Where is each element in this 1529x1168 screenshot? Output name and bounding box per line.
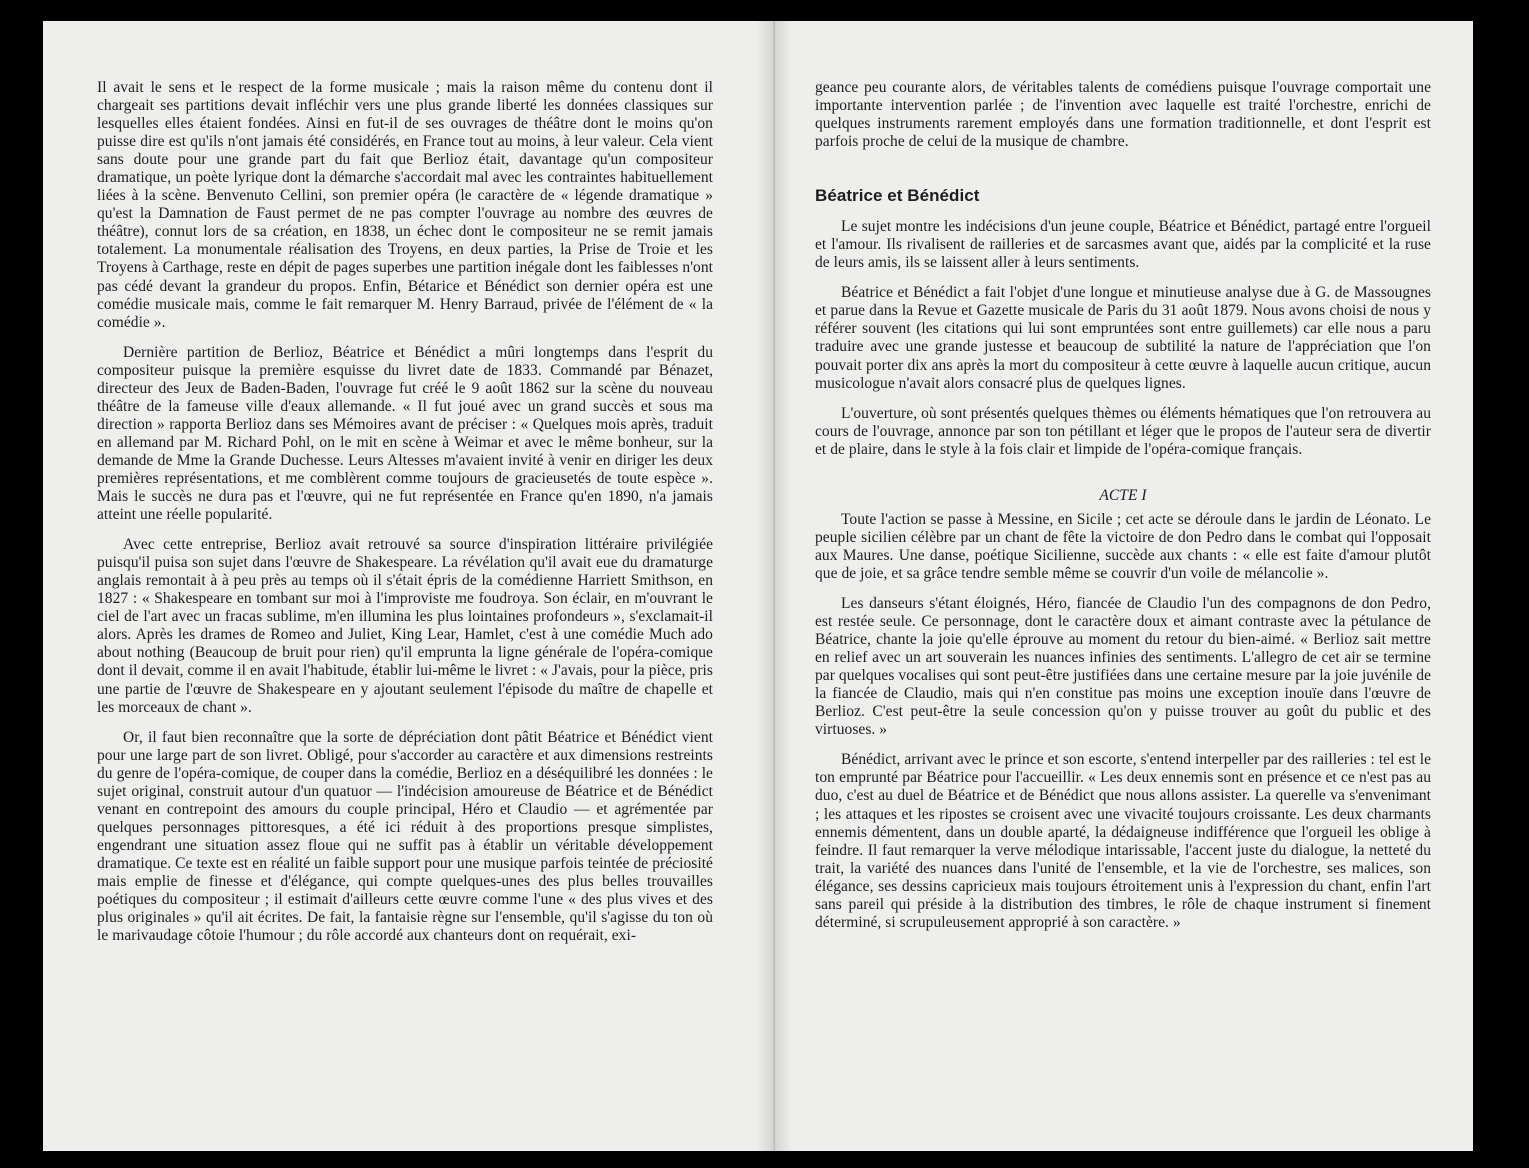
right-page [815,79,1431,932]
right-intro-paragraph: geance peu courante alors, de véritables talents de comédiens puisque l'ouvrage comportait une importante intervention parlée ; de l'invention avec laquelle est traité l'orchestre, enrichi de quelques instruments rarement employés dans une formation traditionnelle, et dont l'esprit est parfois proche de celui de la musique de chambre. [815,79,1431,151]
right-paragraph-3: L'ouverture, où sont présentés quelques thèmes ou éléments hématiques que l'on retrouvera au cours de l'ouvrage, annonce par son ton pétillant et léger que le propos de l'auteur sera de divertir et de plaire, dans le style à la fois clair et limpide de l'opéra-comique français. [815,404,1431,458]
section-heading: Béatrice et Bénédict [815,186,980,206]
act-paragraph-2: Les danseurs s'étant éloignés, Héro, fiancée de Claudio l'un des compagnons de don Pedro, est restée seule. Ce personnage, dont le caractère doux et aimant contraste avec la pétulance de Béatrice, chante la joie qu'elle éprouve au moment du retour du bien-aimé. « Berlioz sait mettre en relief avec un art souverain les nuances infinies des sentiments. L'allegro de cet air se termine par quelques vocalises qui sont peut-être justifiées dans une certaine mesure par la joie juvénile de la fiancée de Claudio, mais qui n'en constitue pas moins une exception inouïe dans l'œuvre de Berlioz. C'est peut-être la seule concession qu'on y puisse trouver au goût du public et des virtuoses. » [815,594,1431,739]
act-paragraph-1: Toute l'action se passe à Messine, en Sicile ; cet acte se déroule dans le jardin de Léonato. Le peuple sicilien célèbre par un chant de fête la victoire de don Pedro dans le combat qui l'opposait aux Maures. Une danse, poétique Sicilienne, succède aux chants : « elle est faite d'amour plutôt que de joie, et sa grâce tendre semble même se couvrir d'un voile de mélancolie ». [815,510,1431,582]
book-spread [43,21,1473,1151]
left-paragraph-1: Il avait le sens et le respect de la forme musicale ; mais la raison même du contenu dont il chargeait ses partitions devait infléchir vers une plus grande liberté les données classiques sur lesquelles elles étaient fondées. Ainsi en fut-il de ses ouvrages de théâtre dont le moins qu'on puisse dire est qu'ils n'ont jamais été considérés, en France tout au moins, à leur valeur. Cela vient sans doute pour une grande part du fait que Berlioz était, davantage qu'un compositeur dramatique, un poète lyrique dont la démarche s'accordait mal avec les contraintes habituellement liées à la scène. Benvenuto Cellini, son premier opéra (le caractère de « légende dramatique » qu'est la Damnation de Faust permet de ne pas compter l'ouvrage au nombre des œuvres de théâtre), connut lors de sa création, en 1838, un échec dont le compositeur ne se remit jamais totalement. La monumentale réalisation des Troyens, en deux parties, la Prise de Troie et les Troyens à Carthage, reste en dépit de pages superbes une partition inégale dont les faiblesses n'ont pas cédé devant la grandeur du propos. Enfin, Bétarice et Bénédict son dernier opéra est une comédie musicale mais, comme le fait remarquer M. Henry Barraud, privée de l'élément de « la comédie ». [97,79,713,331]
left-paragraph-4: Or, il faut bien reconnaître que la sorte de dépréciation dont pâtit Béatrice et Bénédict vient pour une large part de son livret. Obligé, pour s'accorder au caractère et aux dimensions restreints du genre de l'opéra-comique, de couper dans la comédie, Berlioz en a déséquilibré les données : le sujet original, construit autour d'un quatuor — l'indécision amoureuse de Béatrice et de Bénédict venant en contrepoint des amours du couple principal, Héro et Claudio — et agrémentée par quelques personnages pittoresques, a été ici réduit à des proportions presque simplistes, engendrant une situation assez floue qui ne suffit pas à établir un véritable développement dramatique. Ce texte est en réalité un faible support pour une musique parfois teintée de préciosité mais emplie de finesse et d'élégance, qui compte quelques-unes des plus belles trouvailles poétiques du compositeur ; il estimait d'ailleurs cette œuvre comme l'une « des plus vives et des plus originales » qu'il ait écrites. De fait, la fantaisie règne sur l'ensemble, qu'il s'agisse du ton où le marivaudage côtoie l'humour ; du rôle accordé aux chanteurs dont on requérait, exi- [97,728,713,945]
page-fold [774,21,775,1151]
act-paragraph-3: Bénédict, arrivant avec le prince et son escorte, s'entend interpeller par des railleries : tel est le ton emprunté par Béatrice pour l'accueillir. « Les deux ennemis sont en présence et ce n'est pas au duo, c'est au duel de Béatrice et de Bénédict que nous allons assister. La querelle va s'envenimant ; les attaques et les ripostes se croisent avec une vivacité toujours croissante. Les deux charmants ennemis démentent, dans un double aparté, la dédaigneuse indifférence que l'orgueil les oblige à feindre. Il faut remarquer la verve mélodique intarissable, l'accent juste du dialogue, la netteté du trait, la variété des nuances dans l'unité de l'ensemble, et la vie de l'orchestre, ses malices, son élégance, ses dessins capricieux mais toujours étroitement unis à l'expression du chant, enfin l'art sans pareil qui préside à la distribution des timbres, le rôle de chaque instrument si finement déterminé, si scrupuleusement approprié à son caractère. » [815,751,1431,931]
right-paragraph-1: Le sujet montre les indécisions d'un jeune couple, Béatrice et Bénédict, partagé entre l'orgueil et l'amour. Ils rivalisent de railleries et de sarcasmes avant que, aidés par la complicité et la ruse de leurs amis, ils se laissent aller à leurs sentiments. [815,218,1431,272]
right-paragraph-2: Béatrice et Bénédict a fait l'objet d'une longue et minutieuse analyse due à G. de Massougnes et parue dans la Revue et Gazette musicale de Paris du 31 août 1879. Nous avons choisi de nous y référer souvent (les citations qui lui sont empruntées sont entre guillemets) car elle nous a paru traduire avec une grande justesse et beaucoup de subtilité la nature de l'appréciation que l'on pouvait porter dix ans après la mort du compositeur à cette œuvre à laquelle aucun critique, aucun musicologue n'avait alors consacré plus de quelques lignes. [815,284,1431,392]
left-paragraph-2: Dernière partition de Berlioz, Béatrice et Bénédict a mûri longtemps dans l'esprit du compositeur puisque la première esquisse du livret date de 1833. Commandé par Bénazet, directeur des Jeux de Baden-Baden, l'ouvrage fut créé le 9 août 1862 sur la scène du nouveau théâtre de la fameuse ville d'eaux allemande. « Il fut joué avec un grand succès et sous ma direction » rapporta Berlioz dans ses Mémoires avant de préciser : « Quelques mois après, traduit en allemand par M. Richard Pohl, on le mit en scène à Weimar et avec le même bonheur, sur la demande de Mme la Grande Duchesse. Leurs Altesses m'avaient invité à venir en diriger les deux premières représentations, et me comblèrent comme toujours de gracieusetés de toute espèce ». Mais le succès ne dura pas et l'œuvre, qui ne fut représentée en France qu'en 1890, n'a jamais atteint une réelle popularité. [97,343,713,524]
act-title: ACTE I [1099,486,1147,504]
left-paragraph-3: Avec cette entreprise, Berlioz avait retrouvé sa source d'inspiration littéraire privilégiée puisqu'il puisa son sujet dans l'œuvre de Shakespeare. La révélation qu'il avait eue du dramaturge anglais remontait à à peu près au temps où il s'était épris de la comédienne Harriett Smithson, en 1827 : « Shakespeare en tombant sur moi à l'improviste me foudroya. Son éclair, en m'ouvrant le ciel de l'art avec un fracas sublime, m'en illumina les plus lointaines profondeurs », s'exclamait-il alors. Après les drames de Romeo and Juliet, King Lear, Hamlet, c'est à une comédie Much ado about nothing (Beaucoup de bruit pour rien) qu'il emprunta la ligne générale de l'opéra-comique dont il devait, comme il en avait l'habitude, établir lui-même le livret : « J'avais, pour la pièce, pris une partie de l'œuvre de Shakespeare en y ajoutant seulement l'épisode du maître de chapelle et les morceaux de chant ». [97,536,713,716]
left-page [97,79,713,945]
